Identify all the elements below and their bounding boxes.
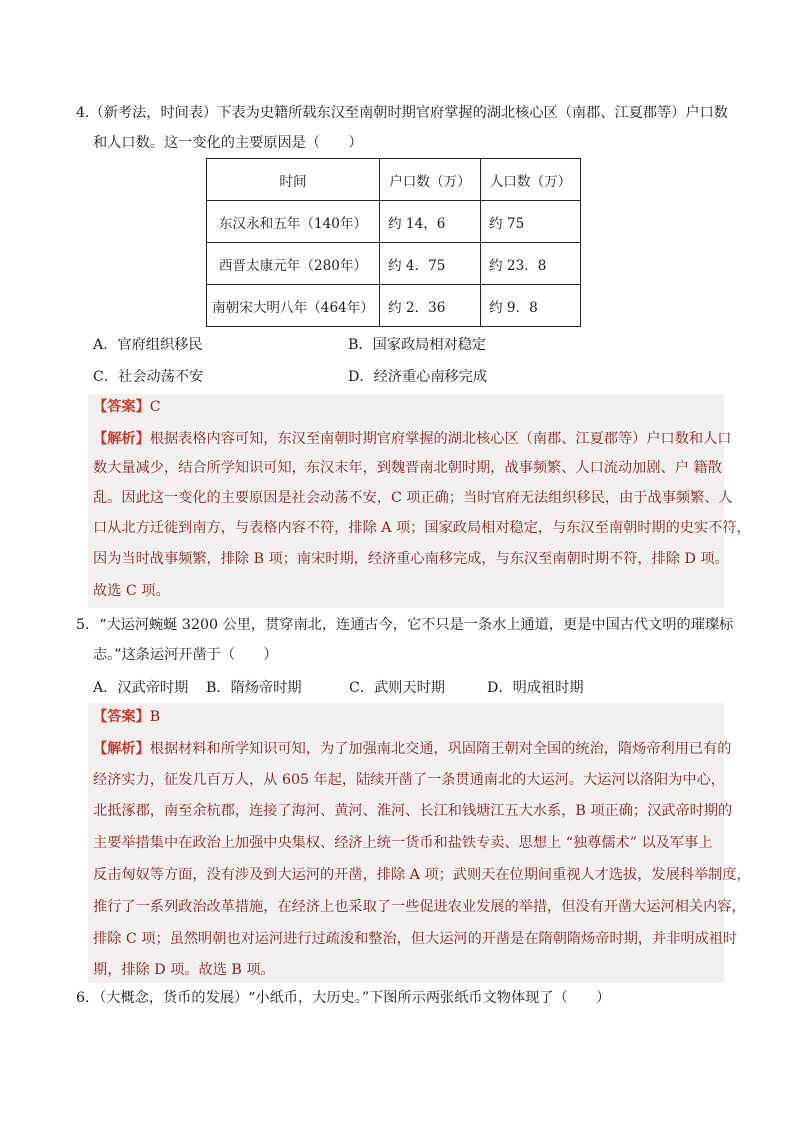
table-row <box>207 285 581 327</box>
q4-data-table <box>206 158 581 327</box>
table-cell: 约 2．36 <box>380 285 481 327</box>
q4-analysis-line-3: 乱。因此这一变化的主要原因是社会动荡不安，C 项正确；当时官府无法组织移民，由于战事频繁、人 <box>93 490 733 506</box>
table-header-cell: 时间 <box>207 159 380 201</box>
q5-answer-block <box>88 703 751 983</box>
q4-stem-line-1: 4.（新考法，时间表）下表为史籍所载东汉至南朝时期官府掌握的湖北核心区（南郡、江夏郡等）户口数 <box>76 105 728 121</box>
analysis-tag: 【解析】 <box>93 741 150 757</box>
table-cell: 南朝宋大明八年（464年） <box>207 285 380 327</box>
table-header-cell: 人口数（万） <box>481 159 581 201</box>
q4-analysis-line-6: 故选 C 项。 <box>93 583 170 599</box>
q4-stem-line-2: 和人口数。这一变化的主要原因是（ ） <box>93 135 363 151</box>
table-cell: 东汉永和五年（140年） <box>207 201 380 243</box>
q4-analysis-line-2: 数大量减少，结合所学知识可知，东汉末年，到魏晋南北朝时期，战事频繁、人口流动加剧、户 籍散 <box>93 460 722 476</box>
q4-analysis-line-5: 因为当时战事频繁，排除 B 项；南宋时期，经济重心南移完成，与东汉至南朝时期不符，排除 D 项。 <box>93 551 729 567</box>
q5-analysis-line-5: 反击匈奴等方面，没有涉及到大运河的开凿，排除 A 项；武则天在位期间重视人才选拔，发展科举制度， <box>93 867 751 883</box>
q5-analysis-line-6: 推行了一系列政治改革措施，在经济上也采取了一些促进农业发展的举措，但没有开凿大运河相关内容， <box>93 899 746 915</box>
analysis-tag: 【解析】 <box>93 431 150 447</box>
q5-analysis-line-1 <box>93 739 731 759</box>
q4-analysis-line-1 <box>93 429 731 449</box>
table-cell: 约 9．8 <box>481 285 581 327</box>
q5-option-d[interactable]: D．明成祖时期 <box>487 680 584 696</box>
q5-analysis-line-7: 排除 C 项；虽然明朝也对运河进行过疏浚和整治，但大运河的开凿是在隋朝隋炀帝时期，并非明成祖时 <box>93 931 738 947</box>
table-row <box>207 201 581 243</box>
answer-value: B <box>149 709 161 725</box>
q5-answer-line <box>93 707 160 727</box>
analysis-text: 根据表格内容可知，东汉至南朝时期官府掌握的湖北核心区（南郡、江夏郡等）户口数和人口 <box>149 431 732 447</box>
table-header-cell: 户口数（万） <box>380 159 481 201</box>
q4-answer-block <box>88 394 751 608</box>
table-cell: 约 75 <box>481 201 581 243</box>
q5-option-c[interactable]: C．武则天时期 <box>349 680 445 696</box>
table-header-row <box>207 159 581 201</box>
q5-option-b[interactable]: B．隋炀帝时期 <box>206 680 302 696</box>
q6-stem-line-1: 6．（大概念，货币的发展）“小纸币，大历史。”下图所示两张纸币文物体现了（ ） <box>76 990 611 1006</box>
q4-option-d[interactable]: D．经济重心南移完成 <box>348 369 488 385</box>
q5-analysis-line-3: 北抵涿郡，南至余杭郡，连接了海河、黄河、淮河、长江和钱塘江五大水系，B 项正确；汉武帝时期的 <box>93 803 733 819</box>
q5-option-a[interactable]: A．汉武帝时期 <box>93 680 189 696</box>
answer-tag: 【答案】 <box>93 399 150 415</box>
table-row <box>207 243 581 285</box>
table-cell: 约 23．8 <box>481 243 581 285</box>
q5-stem-line-1: 5．“大运河蜿蜒 3200 公里，贯穿南北，连通古今，它不只是一条水上通道，更是中国古代文明的璀璨标 <box>76 617 734 633</box>
q5-analysis-line-4: 主要举措集中在政治上加强中央集权、经济上统一货币和盐铁专卖、思想上 “独尊儒术” 以及军事上 <box>93 835 713 851</box>
answer-value: C <box>149 399 161 415</box>
q4-answer-line <box>93 397 161 417</box>
q4-option-a[interactable]: A．官府组织移民 <box>93 337 203 353</box>
q5-stem-line-2: 志。”这条运河开凿于（ ） <box>93 647 278 663</box>
analysis-text: 根据材料和所学知识可知，为了加强南北交通，巩固隋王朝对全国的统治，隋炀帝利用已有的 <box>149 741 732 757</box>
q4-option-b[interactable]: B．国家政局相对稳定 <box>348 337 487 353</box>
table-cell: 约 4．75 <box>380 243 481 285</box>
table-cell: 西晋太康元年（280年） <box>207 243 380 285</box>
q4-analysis-line-4: 口从北方迁徙到南方，与表格内容不符，排除 A 项；国家政局相对稳定，与东汉至南朝时期的史实不符， <box>93 520 751 536</box>
table-cell: 约 14，6 <box>380 201 481 243</box>
q5-analysis-line-8: 期，排除 D 项。故选 B 项。 <box>93 962 275 978</box>
q4-option-c[interactable]: C．社会动荡不安 <box>93 369 204 385</box>
answer-tag: 【答案】 <box>93 709 150 725</box>
q5-analysis-line-2: 经济实力，征发几百万人，从 605 年起，陆续开凿了一条贯通南北的大运河。大运河以洛阳为中心， <box>93 772 725 788</box>
